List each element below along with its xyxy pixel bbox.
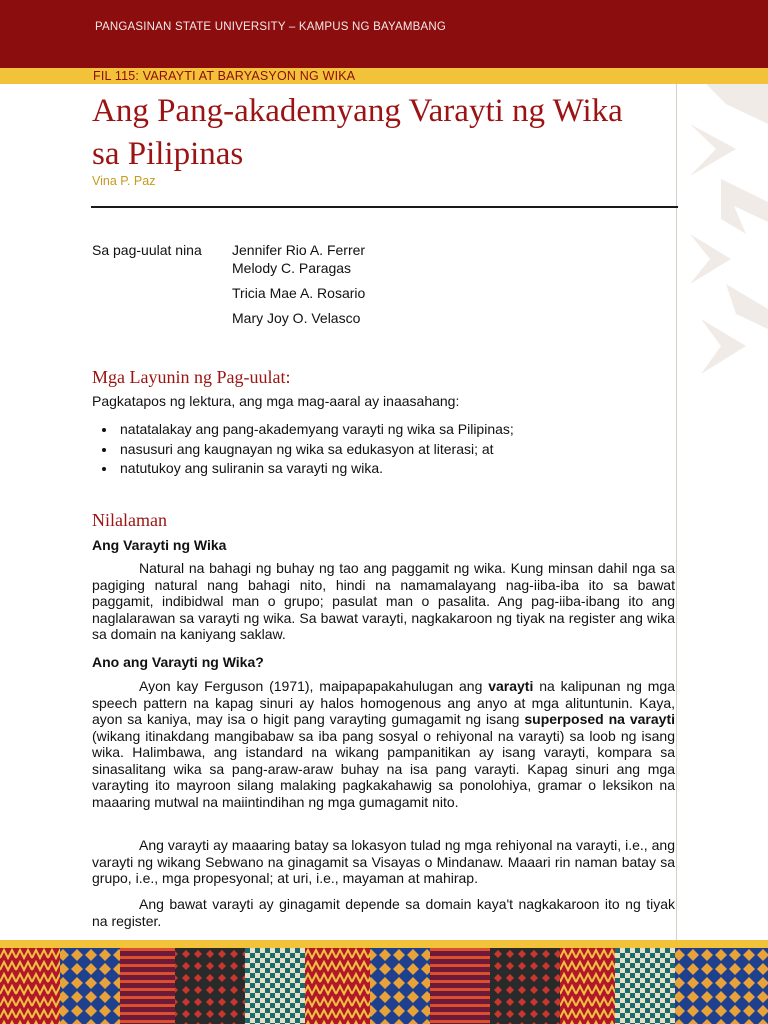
subheading-varayti: Ang Varayti ng Wika [92, 537, 227, 553]
course-bar [0, 68, 768, 84]
paragraph-2-text: Ayon kay Ferguson (1971), maipapapakahulugan ang [139, 678, 489, 694]
header-bar [0, 0, 768, 68]
woven-textile-footer [0, 948, 768, 1024]
reporter-name: Tricia Mae A. Rosario [232, 285, 366, 301]
term-superposed: superposed na varayti [524, 711, 675, 727]
paragraph-2 [92, 678, 675, 810]
university-name: PANGASINAN STATE UNIVERSITY – KAMPUS NG BAYAMBANG [95, 21, 447, 33]
content-heading: Nilalaman [92, 510, 167, 530]
margin-line [676, 84, 677, 940]
subheading-ano-ang-varayti: Ano ang Varayti ng Wika? [92, 654, 264, 670]
paragraph-2-text: (wikang itinakdang mangibabaw sa iba pang sosyal o rehiyonal na varayti) sa loob ng isang wika. Halimbawa, ang istandard na wikang pampanitikan ay isang varayti, kompara sa sinasalitang wika sa pang-araw-araw buhay na isa pang varayti. Kapag sinuri ang mga varayting ito mayroon silang malaking pagkakahawig sa ponolohiya, gramar o leksikon na maaaring mutwal na maiintindihan ng mga gumagamit nito. [92, 727, 675, 810]
course-code: FIL 115: VARAYTI AT BARYASYON NG WIKA [93, 69, 356, 83]
paragraph-4: Ang bawat varayti ay ginagamit depende sa domain kaya't nagkakaroon ito ng tiyak na register. [92, 896, 675, 929]
document-title: Ang Pang-akademyang Varayti ng Wika sa Pilipinas [92, 93, 623, 172]
objective-item: • nasusuri ang kaugnayan ng wika sa edukasyon at literasi; at [117, 440, 514, 460]
author-name: Vina P. Paz [92, 174, 156, 188]
report-label: Sa pag-uulat nina [92, 242, 202, 258]
reporter-name: Melody C. Paragas [232, 260, 352, 276]
objectives-intro: Pagkatapos ng lektura, ang mga mag-aaral ay inaasahang: [92, 393, 460, 409]
paragraph-3: Ang varayti ay maaaring batay sa lokasyon tulad ng mga rehiyonal na varayti, i.e., ang varayti ng wikang Sebwano na ginagamit sa Visayas o Mindanaw. Maaari rin naman batay sa grupo, i.e., mga propesyonal; at uri, i.e., mayaman at mahirap. [92, 837, 675, 886]
paragraph-1: Natural na bahagi ng buhay ng tao ang paggamit ng wika. Kung minsan dahil nga sa pagiging natural nang bahagi nito, hindi na namamalayang nag-iiba-iba ito sa bawat paggamit, indibidwal man o grupo; pasulat man o pasalita. Ang pag-iiba-ibang ito ang naglalarawan sa varayti ng wika. Sa bawat varayti, nagkakaroon ng tiyak na register ang wika sa domain na kaniyang saklaw. [92, 560, 675, 642]
side-pattern-decoration [676, 84, 768, 374]
paragraph-2-text: na kalipunan ng mga speech pattern na kapag sinuri ay halos homogenous ang anyo at mga alituntunin. Kaya, ayon sa kaniya, may isa o higit pang varayting gumagamit ng isang [92, 678, 676, 727]
footer-gold-strip [0, 940, 768, 948]
term-varayti: varayti [488, 678, 534, 694]
reporter-name: Mary Joy O. Velasco [232, 310, 361, 326]
objectives-list [92, 420, 514, 479]
objectives-heading: Mga Layunin ng Pag-uulat: [92, 367, 291, 387]
objective-item: • natatalakay ang pang-akademyang varayti ng wika sa Pilipinas; [117, 420, 514, 440]
objective-item: • natutukoy ang suliranin sa varayti ng wika. [117, 459, 514, 479]
reporter-name: Jennifer Rio A. Ferrer [232, 242, 366, 258]
title-divider [91, 206, 678, 208]
